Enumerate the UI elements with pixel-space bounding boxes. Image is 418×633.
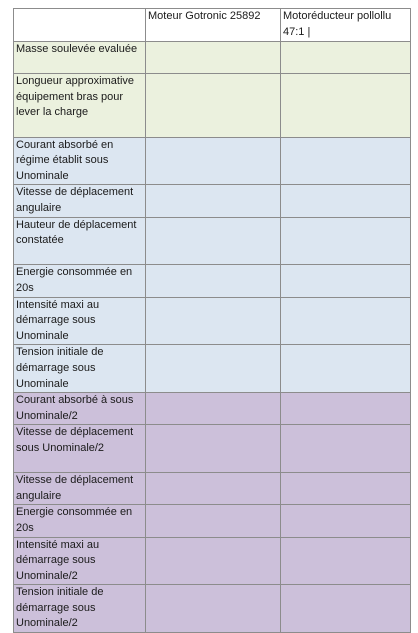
table-row	[14, 217, 411, 265]
value-cell-gotronic[interactable]	[146, 585, 281, 633]
value-cell-pololu[interactable]	[281, 393, 411, 425]
value-cell-gotronic[interactable]	[146, 297, 281, 345]
table-row	[14, 585, 411, 633]
row-label: Energie consommée en 20s	[14, 505, 146, 537]
value-cell-pololu[interactable]	[281, 345, 411, 393]
row-label: Vitesse de déplacement angulaire	[14, 473, 146, 505]
table-row	[14, 185, 411, 217]
row-label: Longueur approximative équipement bras pour lever la charge	[14, 74, 146, 137]
row-label: Courant absorbé à sous Unominale/2	[14, 393, 146, 425]
value-cell-gotronic[interactable]	[146, 265, 281, 297]
row-label: Masse soulevée evaluée	[14, 42, 146, 74]
header-cell-empty	[14, 9, 146, 42]
value-cell-gotronic[interactable]	[146, 537, 281, 585]
row-label: Hauteur de déplacement constatée	[14, 217, 146, 265]
value-cell-pololu[interactable]	[281, 74, 411, 137]
value-cell-gotronic[interactable]	[146, 42, 281, 74]
value-cell-pololu[interactable]	[281, 585, 411, 633]
header-cell-gotronic: Moteur Gotronic 25892	[146, 9, 281, 42]
row-label: Energie consommée en 20s	[14, 265, 146, 297]
table-row	[14, 265, 411, 297]
value-cell-pololu[interactable]	[281, 505, 411, 537]
table-row	[14, 537, 411, 585]
row-label: Intensité maxi au démarrage sous Unominale	[14, 297, 146, 345]
table-row	[14, 473, 411, 505]
table-body	[14, 42, 411, 633]
value-cell-gotronic[interactable]	[146, 217, 281, 265]
row-label: Courant absorbé en régime établit sous Unominale	[14, 137, 146, 185]
value-cell-pololu[interactable]	[281, 473, 411, 505]
row-label: Intensité maxi au démarrage sous Unominale/2	[14, 537, 146, 585]
row-label: Vitesse de déplacement sous Unominale/2	[14, 425, 146, 473]
table-row	[14, 74, 411, 137]
table-row	[14, 345, 411, 393]
value-cell-gotronic[interactable]	[146, 473, 281, 505]
header-cell-pololu: Motoréducteur pollollu 47:1 |	[281, 9, 411, 42]
value-cell-gotronic[interactable]	[146, 345, 281, 393]
table-row	[14, 393, 411, 425]
table-row	[14, 137, 411, 185]
value-cell-pololu[interactable]	[281, 185, 411, 217]
value-cell-gotronic[interactable]	[146, 185, 281, 217]
value-cell-gotronic[interactable]	[146, 393, 281, 425]
row-label: Vitesse de déplacement angulaire	[14, 185, 146, 217]
table-row	[14, 425, 411, 473]
table-row	[14, 42, 411, 74]
value-cell-pololu[interactable]	[281, 537, 411, 585]
value-cell-pololu[interactable]	[281, 137, 411, 185]
row-label: Tension initiale de démarrage sous Unominale	[14, 345, 146, 393]
header-row	[14, 9, 411, 42]
value-cell-gotronic[interactable]	[146, 74, 281, 137]
value-cell-gotronic[interactable]	[146, 137, 281, 185]
value-cell-pololu[interactable]	[281, 42, 411, 74]
value-cell-pololu[interactable]	[281, 217, 411, 265]
value-cell-gotronic[interactable]	[146, 505, 281, 537]
value-cell-pololu[interactable]	[281, 265, 411, 297]
value-cell-pololu[interactable]	[281, 425, 411, 473]
table-row	[14, 505, 411, 537]
measurement-table	[13, 8, 411, 633]
table-row	[14, 297, 411, 345]
value-cell-pololu[interactable]	[281, 297, 411, 345]
value-cell-gotronic[interactable]	[146, 425, 281, 473]
row-label: Tension initiale de démarrage sous Unominale/2	[14, 585, 146, 633]
